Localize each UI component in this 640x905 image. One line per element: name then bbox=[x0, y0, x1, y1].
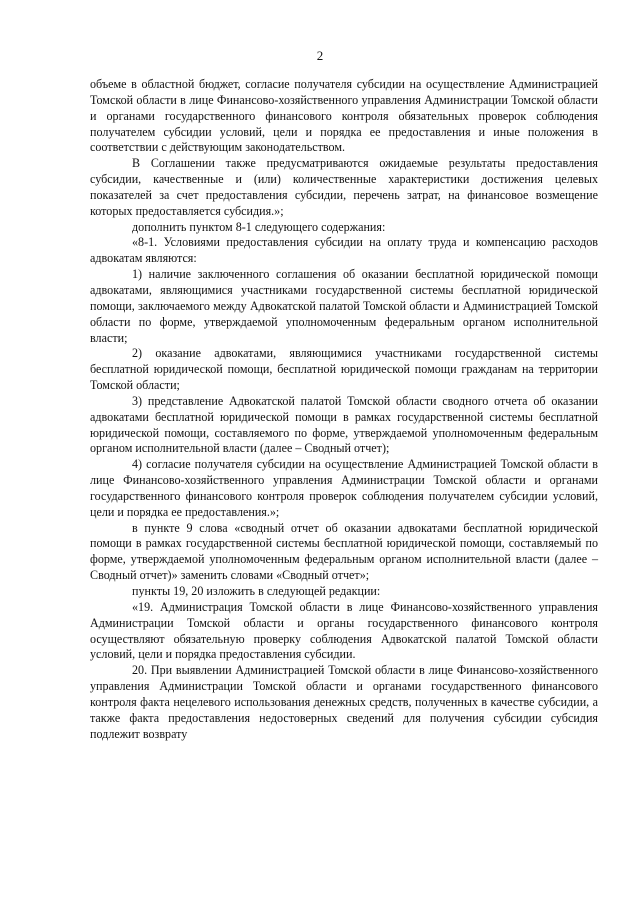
paragraph-7: 3) представление Адвокатской палатой Томской области сводного отчета об оказании адвокатами бесплатной юридической помощи в рамках государственной системы бесплатной юридической помощи, составляемого по форме, утверждаемой уполномоченным федеральным органом исполнительной власти (далее – Сводный отчет); bbox=[90, 393, 598, 456]
document-body bbox=[90, 77, 598, 742]
paragraph-9: в пункте 9 слова «сводный отчет об оказании адвокатами бесплатной юридической помощи в рамках государственной системы бесплатной юридической помощи, составляемый по форме, утверждаемой уполномоченным федеральным органом исполнительной власти (далее – Сводный отчет)» заменить словами «Сводный отчет»; bbox=[90, 520, 598, 583]
paragraph-1: объеме в областной бюджет, согласие получателя субсидии на осуществление Администрацией Томской области в лице Финансово-хозяйственного управления Администрации Томской области и органами государственного финансового контроля обязательных проверок соблюдения получателем субсидии условий, цели и порядка ее предоставления и иные положения в соответствии с действующим законодательством. bbox=[90, 77, 598, 155]
paragraph-5: 1) наличие заключенного соглашения об оказании бесплатной юридической помощи адвокатами, являющимися участниками государственной системы бесплатной юридической помощи, заключаемого между Адвокатской палатой Томской области и Администрацией Томской области по форме, утверждаемой уполномоченным федеральным органом исполнительной власти; bbox=[90, 267, 598, 345]
paragraph-3: дополнить пунктом 8-1 следующего содержания: bbox=[132, 219, 386, 234]
paragraph-10: пункты 19, 20 изложить в следующей редакции: bbox=[132, 584, 381, 598]
paragraph-12: 20. При выявлении Администрацией Томской области в лице Финансово-хозяйственного управления Администрации Томской области и органами государственного финансового контроля факта нецелевого использования денежных средств, полученных в качестве субсидии, а также факта предоставления недостоверных сведений для получения субсидии субсидия подлежит возврату bbox=[90, 663, 598, 741]
paragraph-2: В Соглашении также предусматриваются ожидаемые результаты предоставления субсидии, качественные и (или) количественные характеристики достижения целевых показателей за счет предоставления субсидии, перечень затрат, на финансовое возмещение которых предоставляется субсидия.»; bbox=[90, 156, 598, 218]
paragraph-4: «8-1. Условиями предоставления субсидии на оплату труда и компенсацию расходов адвокатам являются: bbox=[90, 235, 598, 266]
paragraph-11: «19. Администрация Томской области в лице Финансово-хозяйственного управления Администрации Томской области и органы государственного финансового контроля осуществляют обязательную проверку соблюдения Адвокатской палатой Томской области условий, цели и порядка предоставления субсидии. bbox=[90, 599, 598, 662]
paragraph-6: 2) оказание адвокатами, являющимися участниками государственной системы бесплатной юридической помощи, бесплатной юридической помощи гражданам на территории Томской области; bbox=[90, 346, 598, 393]
paragraph-8: 4) согласие получателя субсидии на осуществление Администрацией Томской области в лице Финансово-хозяйственного управления Администрации Томской области и органами государственного финансового контроля проверок соблюдения получателем субсидии условий, цели и порядка ее предоставления.»; bbox=[90, 457, 598, 519]
page-number: 2 bbox=[316, 48, 324, 63]
